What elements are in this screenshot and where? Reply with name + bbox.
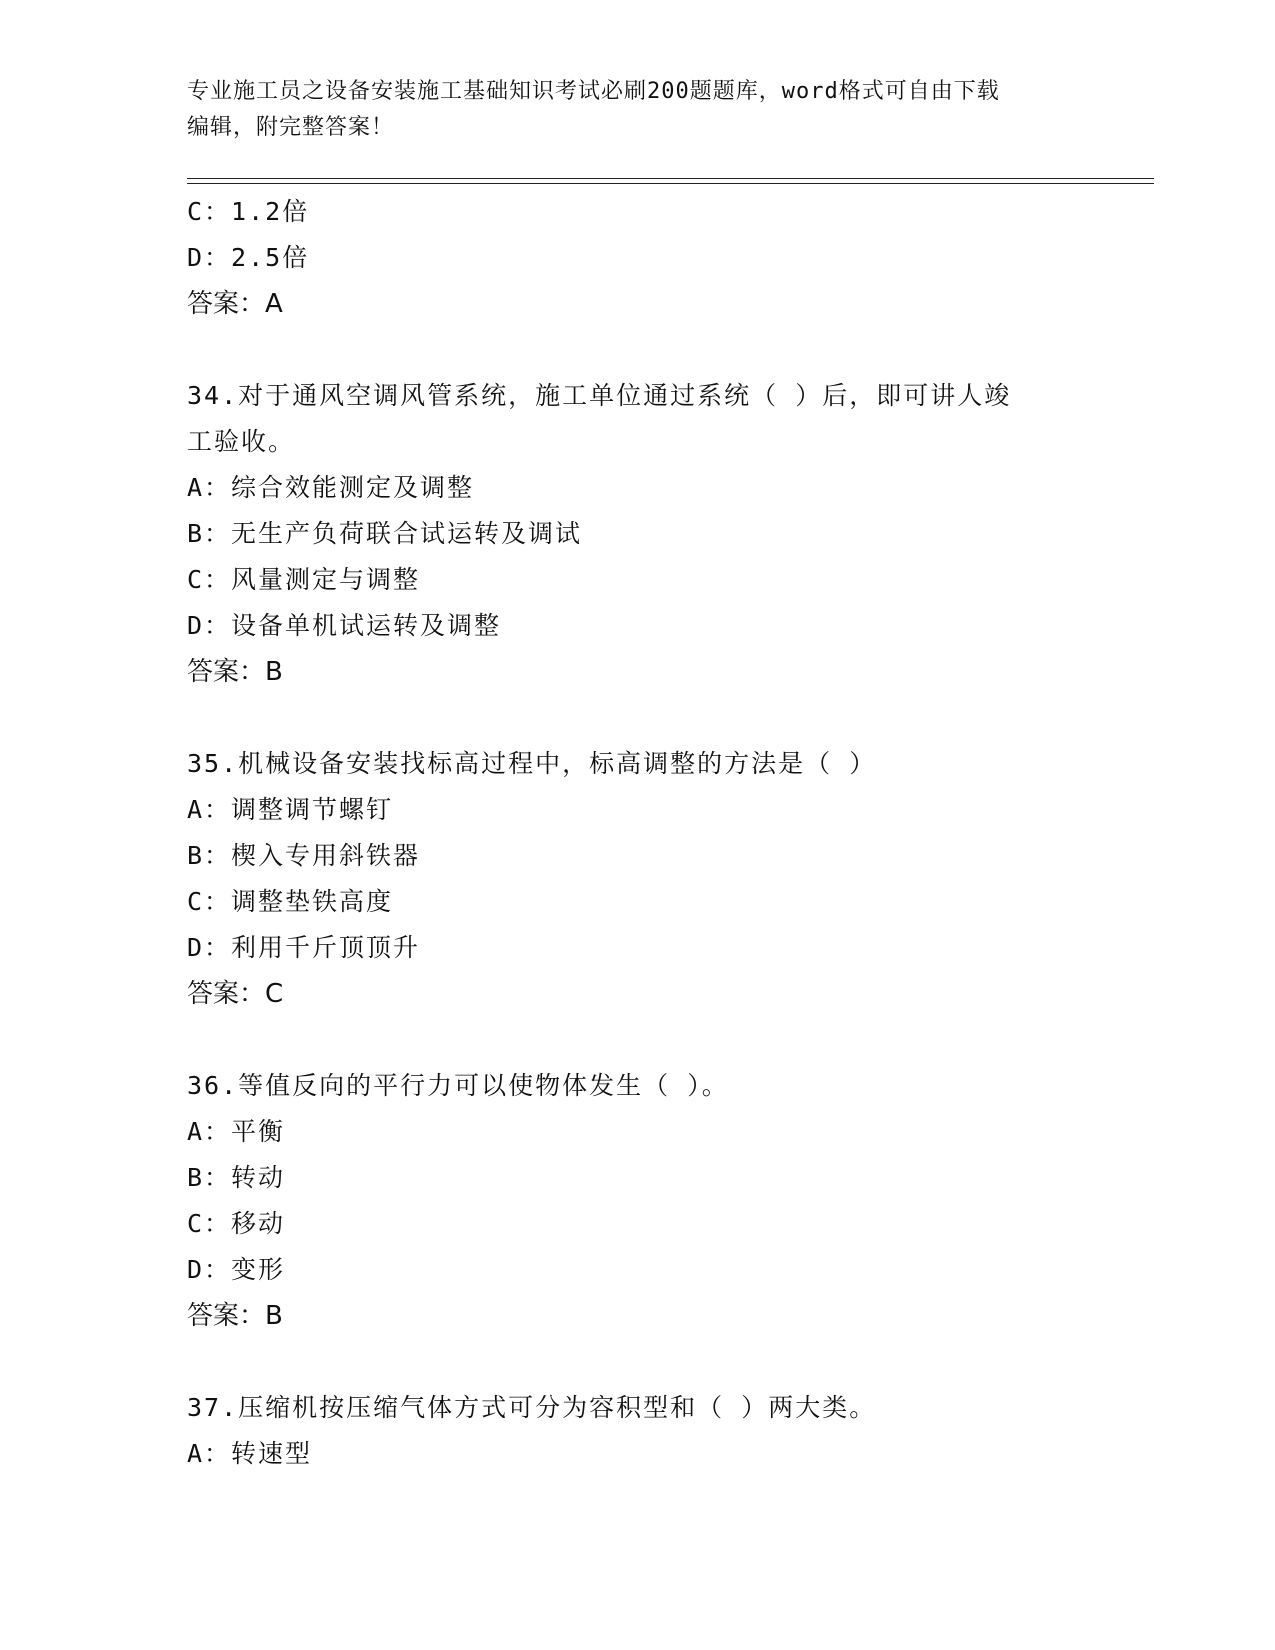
answer: 答案：B — [187, 1301, 283, 1331]
answer: 答案：C — [187, 979, 284, 1009]
question-list — [187, 189, 1087, 1477]
option-c: C：风量测定与调整 — [187, 565, 421, 594]
spacer — [187, 1017, 1087, 1063]
option-c: C：调整垫铁高度 — [187, 887, 394, 916]
question-stem: 37.压缩机按压缩气体方式可分为容积型和（ ）两大类。 — [187, 1393, 877, 1422]
option-a: A：调整调节螺钉 — [187, 795, 394, 824]
document-header — [187, 74, 1087, 146]
option-b: B：无生产负荷联合试运转及调试 — [187, 519, 583, 548]
option-d: D：变形 — [187, 1255, 286, 1284]
option-c: C：移动 — [187, 1209, 286, 1238]
header-divider-bottom — [187, 183, 1154, 184]
header-divider-top — [187, 178, 1154, 179]
option-d: D：2.5倍 — [187, 243, 310, 272]
header-title-line-2: 编辑，附完整答案！ — [187, 115, 395, 140]
option-a: A：转速型 — [187, 1439, 313, 1468]
spacer — [187, 327, 1087, 373]
spacer — [187, 695, 1087, 741]
option-a: A：平衡 — [187, 1117, 286, 1146]
question-stem: 35.机械设备安装找标高过程中，标高调整的方法是（ ） — [187, 749, 877, 778]
answer: 答案：A — [187, 289, 283, 319]
question-stem: 34.对于通风空调风管系统，施工单位通过系统（ ）后，即可讲人竣 — [187, 381, 1012, 410]
option-a: A：综合效能测定及调整 — [187, 473, 475, 502]
question-stem-continued: 工验收。 — [187, 427, 296, 456]
header-title-line-1: 专业施工员之设备安装施工基础知识考试必刷200题题库，word格式可自由下载 — [187, 79, 1000, 104]
option-d: D：设备单机试运转及调整 — [187, 611, 502, 640]
spacer — [187, 1339, 1087, 1385]
answer: 答案：B — [187, 657, 283, 687]
option-b: B：转动 — [187, 1163, 286, 1192]
question-stem: 36.等值反向的平行力可以使物体发生（ ）。 — [187, 1071, 729, 1100]
option-d: D：利用千斤顶顶升 — [187, 933, 421, 962]
option-b: B：楔入专用斜铁器 — [187, 841, 421, 870]
option-c: C：1.2倍 — [187, 197, 310, 226]
